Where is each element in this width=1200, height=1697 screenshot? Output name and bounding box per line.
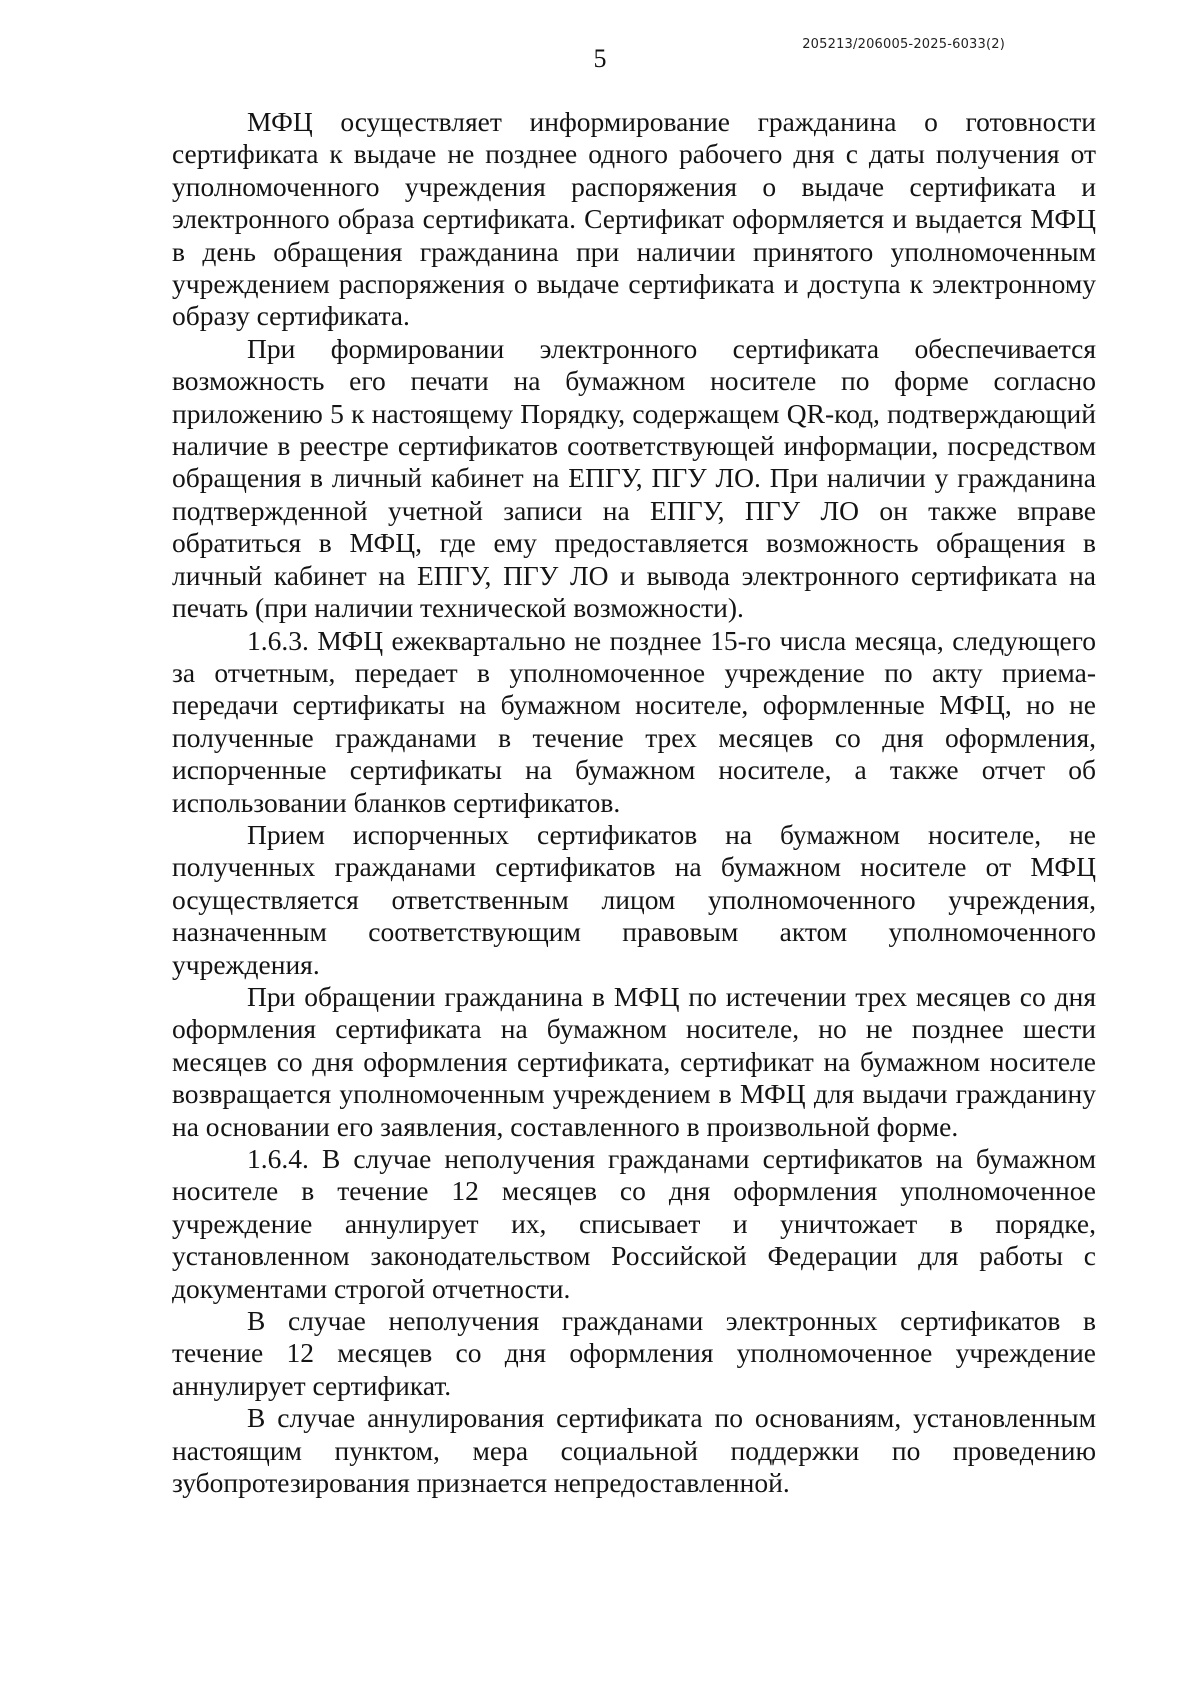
paragraph: В случае неполучения гражданами электронных сертификатов в течение 12 месяцев со дня оформления уполномоченное учреждение аннулирует сертификат. [172, 1305, 1096, 1401]
paragraph: При обращении гражданина в МФЦ по истечении трех месяцев со дня оформления сертификата на бумажном носителе, но не позднее шести месяцев со дня оформления сертификата, сертификат на бумажном носителе возвращается уполномоченным учреждением в МФЦ для выдачи гражданину на основании его заявления, составленного в произвольной форме. [172, 980, 1096, 1142]
paragraph: 1.6.3. МФЦ ежеквартально не позднее 15-го числа месяца, следующего за отчетным, передает в уполномоченное учреждение по акту приема-передачи сертификаты на бумажном носителе, оформленные МФЦ, но не полученные гражданами в течение трех месяцев со дня оформления, испорченные сертификаты на бумажном носителе, а также отчет об использовании бланков сертификатов. [172, 624, 1096, 818]
paragraph: 1.6.4. В случае неполучения гражданами сертификатов на бумажном носителе в течение 12 месяцев со дня оформления уполномоченное учреждение аннулирует их, списывает и уничтожает в порядке, установленном законодательством Российской Федерации для работы с документами строгой отчетности. [172, 1143, 1096, 1304]
document-body [172, 106, 1096, 1499]
document-id: 205213/206005-2025-6033(2) [802, 37, 1005, 52]
paragraph: Прием испорченных сертификатов на бумажном носителе, не полученных гражданами сертификатов на бумажном носителе от МФЦ осуществляется ответственным лицом уполномоченного учреждения, назначенным соответствующим правовым актом уполномоченного учреждения. [172, 818, 1096, 980]
paragraph: МФЦ осуществляет информирование гражданина о готовности сертификата к выдаче не позднее одного рабочего дня с даты получения от уполномоченного учреждения распоряжения о выдаче сертификата и электронного образа сертификата. Сертификат оформляется и выдается МФЦ в день обращения гражданина при наличии принятого уполномоченным учреждением распоряжения о выдаче сертификата и доступа к электронному образу сертификата. [172, 106, 1096, 332]
paragraph: В случае аннулирования сертификата по основаниям, установленным настоящим пунктом, мера социальной поддержки по проведению зубопротезирования признается непредоставленной. [172, 1402, 1096, 1499]
paragraph: При формировании электронного сертификата обеспечивается возможность его печати на бумажном носителе по форме согласно приложению 5 к настоящему Порядку, содержащем QR-код, подтверждающий наличие в реестре сертификатов соответствующей информации, посредством обращения в личный кабинет на ЕПГУ, ПГУ ЛО. При наличии у гражданина подтвержденной учетной записи на ЕПГУ, ПГУ ЛО он также вправе обратиться в МФЦ, где ему предоставляется возможность обращения в личный кабинет на ЕПГУ, ПГУ ЛО и вывода электронного сертификата на печать (при наличии технической возможности). [172, 332, 1096, 624]
page-number: 5 [593, 44, 607, 73]
